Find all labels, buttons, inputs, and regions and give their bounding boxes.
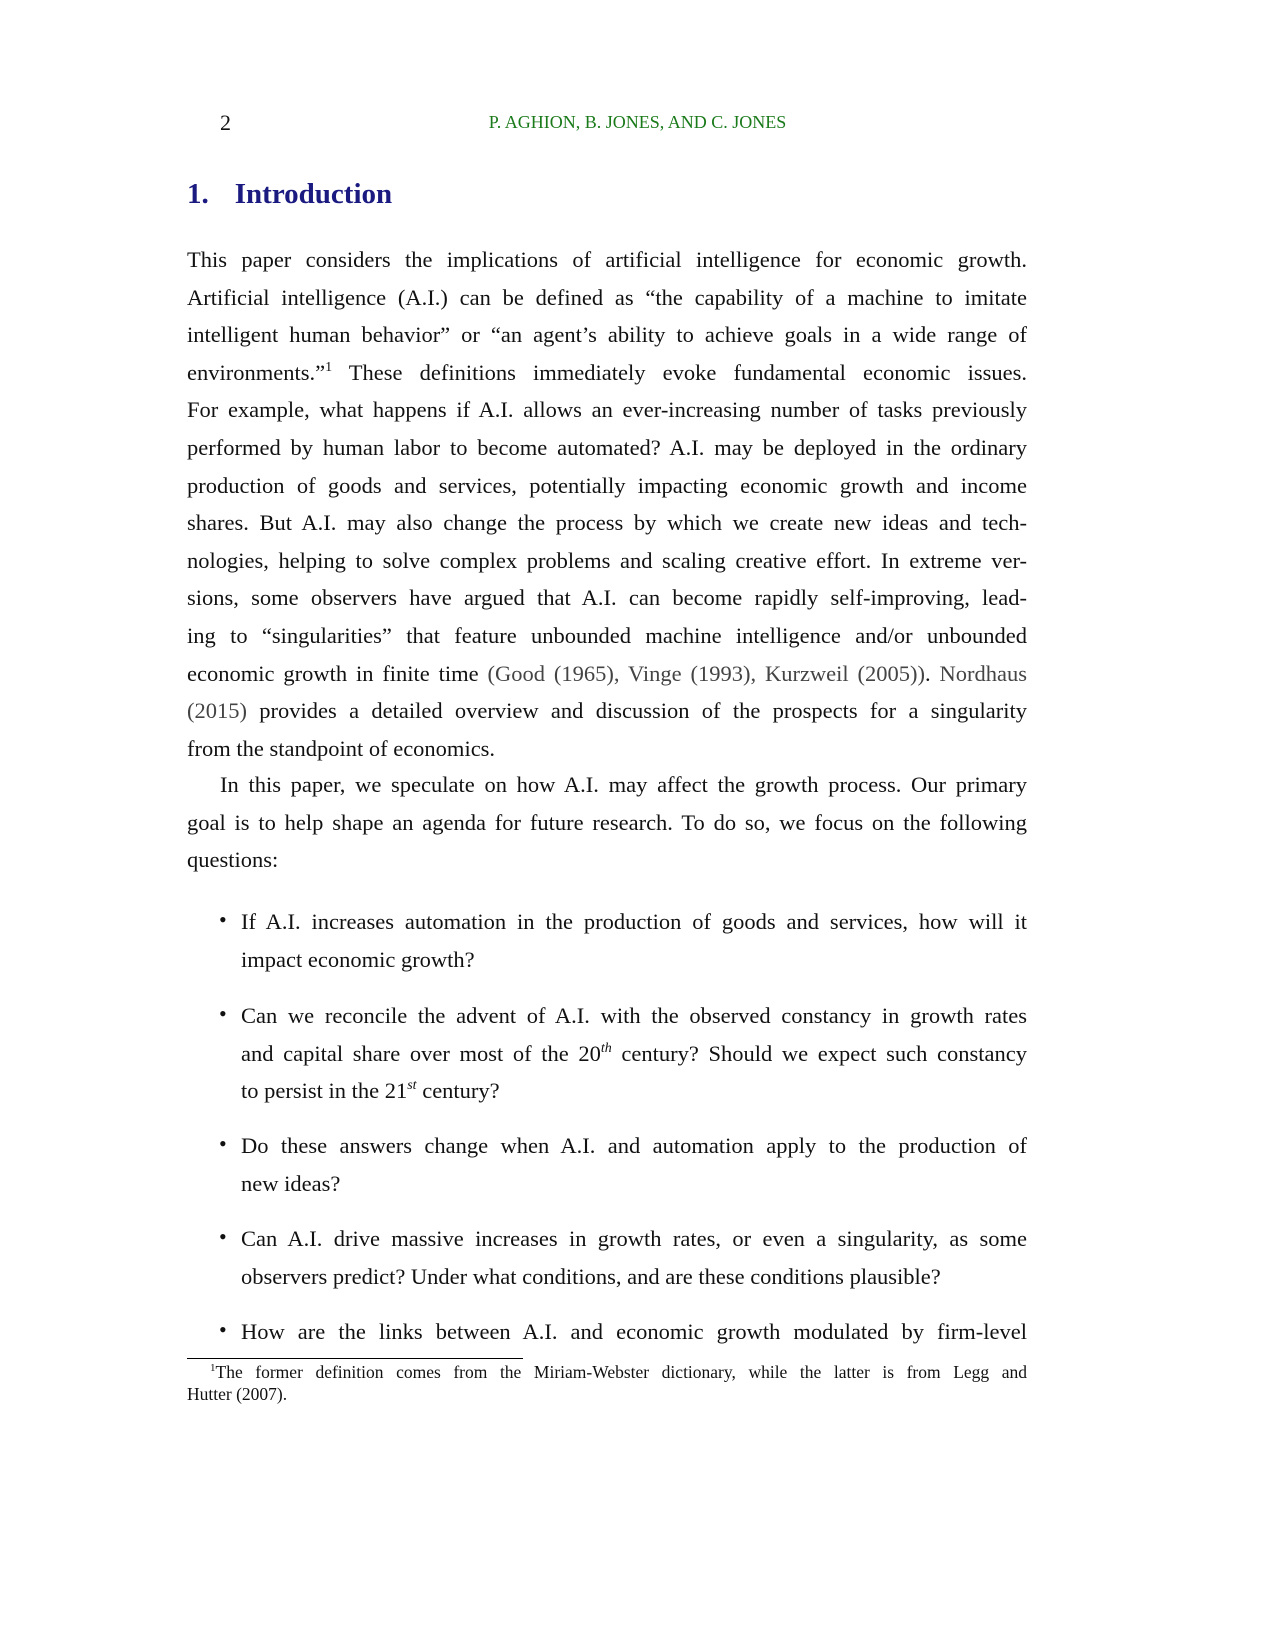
text-segment: to persist in the 21 [241, 1078, 408, 1104]
bullet-icon: • [219, 907, 227, 932]
text-line [187, 846, 1027, 874]
text-segment: century? Should we expect such constancy [611, 1040, 1028, 1066]
bullet-icon: • [219, 1317, 227, 1342]
footnote-line [210, 1362, 1027, 1383]
text-segment: Can A.I. drive massive increases in growth rates, or even a singularity, as some [241, 1226, 1027, 1251]
text-line [187, 584, 1027, 612]
citation: (Good (1965), Vinge (1993), Kurzweil (2005)) [487, 660, 926, 686]
text-segment: performed by human labor to become automated? A.I. may be deployed in the ordinary [187, 435, 1027, 460]
text-segment: How are the links between A.I. and economic growth modulated by firm-level [241, 1319, 1027, 1344]
text-line [187, 472, 1027, 500]
footnote-text: The former definition comes from the Miriam-Webster dictionary, while the latter is from Legg and [215, 1362, 1027, 1382]
text-line [241, 946, 1027, 974]
text-segment: provides a detailed overview and discussion of the prospects for a singularity [247, 698, 1027, 724]
text-segment: Do these answers change when A.I. and automation apply to the production of [241, 1133, 1027, 1158]
text-line [241, 1318, 1027, 1346]
text-segment: If A.I. increases automation in the production of goods and services, how will it [241, 909, 1027, 934]
footnote-rule [187, 1358, 523, 1359]
text-line [220, 771, 1027, 799]
text-segment: environments.” [187, 359, 326, 385]
text-line [241, 1132, 1027, 1160]
text-line [187, 246, 1027, 274]
superscript: th [600, 1040, 612, 1056]
text-line [241, 908, 1027, 936]
text-segment: Artificial intelligence (A.I.) can be defined as “the capability of a machine to imitate [187, 284, 1027, 310]
text-segment: sions, some observers have argued that A.I. can become rapidly self-improving, lead- [187, 585, 1027, 611]
text-segment: nologies, helping to solve complex problems and scaling creative effort. In extreme ver- [187, 547, 1027, 573]
text-line [187, 359, 1027, 387]
bullet-icon: • [219, 1224, 227, 1249]
text-line [187, 284, 1027, 312]
text-segment: shares. But A.I. may also change the process by which we create new ideas and tech- [187, 510, 1027, 536]
text-line [241, 1077, 1027, 1105]
text-segment: questions: [187, 847, 279, 873]
bullet-icon: • [219, 1131, 227, 1156]
text-segment: impact economic growth? [241, 946, 475, 972]
text-segment: and capital share over most of the 20 [241, 1040, 601, 1066]
text-line [241, 1170, 1027, 1198]
text-segment: production of goods and services, potentially impacting economic growth and income [187, 472, 1027, 498]
footnote-line [187, 1384, 1027, 1405]
text-line [187, 434, 1027, 462]
text-line [241, 1263, 1027, 1291]
text-segment: observers predict? Under what conditions, and are these conditions plausible? [241, 1263, 941, 1289]
citation: Nordhaus [939, 660, 1027, 686]
text-line [187, 396, 1027, 424]
citation: (2015) [187, 698, 247, 724]
bullet-icon: • [219, 1001, 227, 1026]
superscript: st [407, 1078, 417, 1094]
page-number: 2 [220, 110, 231, 135]
text-line [241, 1225, 1027, 1253]
text-segment: In this paper, we speculate on how A.I. may affect the growth process. Our primary [220, 772, 1027, 797]
text-segment: For example, what happens if A.I. allows an ever-increasing number of tasks previously [187, 397, 1027, 423]
text-segment: . [925, 660, 940, 686]
text-line [187, 809, 1027, 837]
text-segment: from the standpoint of economics. [187, 735, 496, 761]
text-segment: ing to “singularities” that feature unbounded machine intelligence and/or unbounded [187, 623, 1027, 648]
text-line [187, 622, 1027, 650]
text-segment: This paper considers the implications of artificial intelligence for economic growth. [187, 247, 1027, 272]
section-heading [187, 178, 392, 211]
text-segment: new ideas? [241, 1170, 341, 1196]
text-segment: Can we reconcile the advent of A.I. with the observed constancy in growth rates [241, 1003, 1027, 1028]
text-line [187, 547, 1027, 575]
running-head: P. AGHION, B. JONES, AND C. JONES [488, 112, 787, 132]
footnote-text: Hutter (2007). [187, 1384, 288, 1404]
section-title: Introduction [234, 178, 393, 210]
text-line [187, 660, 1027, 688]
text-segment: goal is to help shape an agenda for future research. To do so, we focus on the following [187, 809, 1027, 835]
section-number: 1. [187, 178, 209, 210]
text-line [187, 321, 1027, 349]
text-line [187, 735, 1027, 763]
text-line [241, 1002, 1027, 1030]
text-segment: economic growth in finite time [187, 660, 488, 686]
text-line [187, 509, 1027, 537]
text-segment: century? [416, 1078, 500, 1104]
text-segment: intelligent human behavior” or “an agent’s ability to achieve goals in a wide range of [187, 322, 1027, 348]
footnote-marker: 1 [210, 1362, 216, 1374]
text-line [187, 697, 1027, 725]
footnote-marker: 1 [325, 359, 333, 375]
text-segment: These definitions immediately evoke fundamental economic issues. [332, 359, 1027, 385]
text-line [241, 1040, 1027, 1068]
